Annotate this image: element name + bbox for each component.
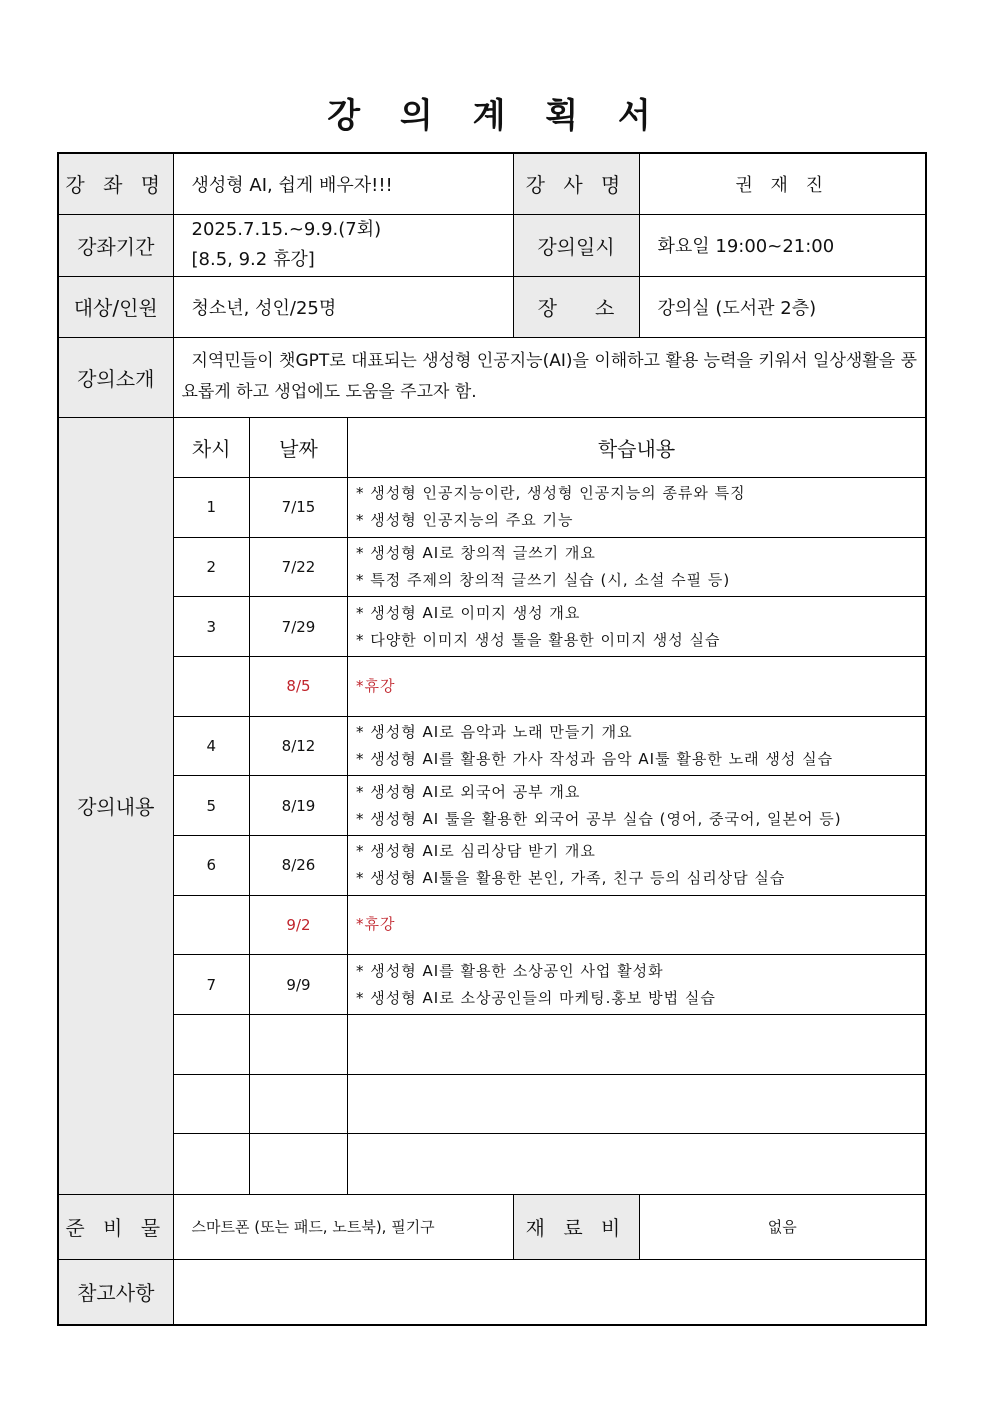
course-name-value: 생성형 AI, 쉽게 배우자!!! [173, 153, 513, 214]
session-number [174, 657, 250, 717]
content-line: * 생성형 인공지능의 주요 기능 [356, 511, 574, 530]
session-number [174, 1074, 250, 1134]
session-number: 6 [174, 836, 250, 896]
content-line: * 생성형 AI를 활용한 가사 작성과 음악 AI툴 활용한 노래 생성 실습 [356, 750, 834, 769]
session-row [174, 895, 926, 955]
session-table [174, 418, 926, 1194]
content-line: * 다양한 이미지 생성 툴을 활용한 이미지 생성 실습 [356, 630, 721, 649]
session-date: 8/26 [250, 836, 348, 896]
session-content [348, 1074, 926, 1134]
notes-value [173, 1259, 926, 1325]
content-label: 강의내용 [58, 417, 173, 1194]
content-line: * 생성형 AI로 심리상담 받기 개요 [356, 842, 596, 861]
content-line: * 특정 주제의 창의적 글쓰기 실습 (시, 소설 수필 등) [356, 571, 731, 590]
content-column-header: 학습내용 [348, 418, 926, 478]
session-number: 3 [174, 597, 250, 657]
session-number [174, 1134, 250, 1194]
session-content [348, 776, 926, 836]
period-label: 강좌기간 [58, 214, 173, 276]
session-content [348, 537, 926, 597]
session-content [348, 657, 926, 717]
session-date: 8/19 [250, 776, 348, 836]
instructor-value: 권 재 진 [639, 153, 926, 214]
session-date: 7/15 [250, 478, 348, 538]
session-number [174, 895, 250, 955]
session-number: 4 [174, 716, 250, 776]
content-line: * 생성형 AI로 외국어 공부 개요 [356, 782, 581, 801]
session-row [174, 1134, 926, 1194]
session-row [174, 836, 926, 896]
period-holidays: [8.5, 9.2 휴강] [191, 249, 315, 270]
session-content [348, 1134, 926, 1194]
session-content [348, 597, 926, 657]
place-label: 장 소 [513, 276, 639, 337]
lecture-plan-table [57, 152, 927, 1326]
session-date [250, 1134, 348, 1194]
course-name-label: 강 좌 명 [58, 153, 173, 214]
schedule-cell [173, 417, 926, 1194]
content-line: * 생성형 AI로 소상공인들의 마케팅.홍보 방법 실습 [356, 988, 716, 1007]
session-date: 9/2 [250, 895, 348, 955]
place-value: 강의실 (도서관 2층) [639, 276, 926, 337]
target-value: 청소년, 성인/25명 [173, 276, 513, 337]
content-line: * 생성형 AI툴을 활용한 본인, 가족, 친구 등의 심리상담 실습 [356, 869, 786, 888]
session-content [348, 836, 926, 896]
session-row [174, 1074, 926, 1134]
schedule-label: 강의일시 [513, 214, 639, 276]
session-number: 2 [174, 537, 250, 597]
fee-label: 재 료 비 [513, 1194, 639, 1259]
intro-label: 강의소개 [58, 337, 173, 417]
session-number: 1 [174, 478, 250, 538]
content-line: * 생성형 AI로 음악과 노래 만들기 개요 [356, 723, 633, 742]
schedule-value: 화요일 19:00~21:00 [639, 214, 926, 276]
instructor-label: 강 사 명 [513, 153, 639, 214]
target-label: 대상/인원 [58, 276, 173, 337]
session-date [250, 1074, 348, 1134]
session-date: 7/22 [250, 537, 348, 597]
content-line: * 생성형 AI로 이미지 생성 개요 [356, 603, 581, 622]
session-row [174, 597, 926, 657]
content-line: * 생성형 AI로 창의적 글쓰기 개요 [356, 544, 596, 563]
content-line: * 생성형 AI 툴을 활용한 외국어 공부 실습 (영어, 중국어, 일본어 등) [356, 809, 842, 828]
session-row [174, 716, 926, 776]
fee-value: 없음 [639, 1194, 926, 1259]
session-content [348, 1014, 926, 1074]
session-content [348, 955, 926, 1015]
session-row [174, 1014, 926, 1074]
period-value [173, 214, 513, 276]
session-row [174, 657, 926, 717]
session-date: 7/29 [250, 597, 348, 657]
session-date: 8/5 [250, 657, 348, 717]
content-line: * 생성형 AI를 활용한 소상공인 사업 활성화 [356, 961, 664, 980]
content-line: * 생성형 인공지능이란, 생성형 인공지능의 종류와 특징 [356, 484, 746, 503]
session-number [174, 1014, 250, 1074]
session-number: 5 [174, 776, 250, 836]
notes-label: 참고사항 [58, 1259, 173, 1325]
session-column-header: 차시 [174, 418, 250, 478]
session-row [174, 537, 926, 597]
intro-text: 지역민들이 챗GPT로 대표되는 생성형 인공지능(AI)을 이해하고 활용 능력을 키워서 일상생활을 풍요롭게 하고 생업에도 도움을 주고자 함. [173, 337, 926, 417]
session-number: 7 [174, 955, 250, 1015]
session-content [348, 716, 926, 776]
materials-label: 준 비 물 [58, 1194, 173, 1259]
document-title: 강 의 계 획 서 [327, 96, 665, 136]
materials-value: 스마트폰 (또는 패드, 노트북), 필기구 [173, 1194, 513, 1259]
session-date: 8/12 [250, 716, 348, 776]
session-content [348, 478, 926, 538]
session-content [348, 895, 926, 955]
content-line: *휴강 [356, 915, 396, 934]
session-row [174, 955, 926, 1015]
period-dates: 2025.7.15.~9.9.(7회) [191, 219, 382, 240]
session-row [174, 776, 926, 836]
session-row [174, 478, 926, 538]
content-line: *휴강 [356, 676, 396, 695]
session-date [250, 1014, 348, 1074]
date-column-header: 날짜 [250, 418, 348, 478]
session-date: 9/9 [250, 955, 348, 1015]
